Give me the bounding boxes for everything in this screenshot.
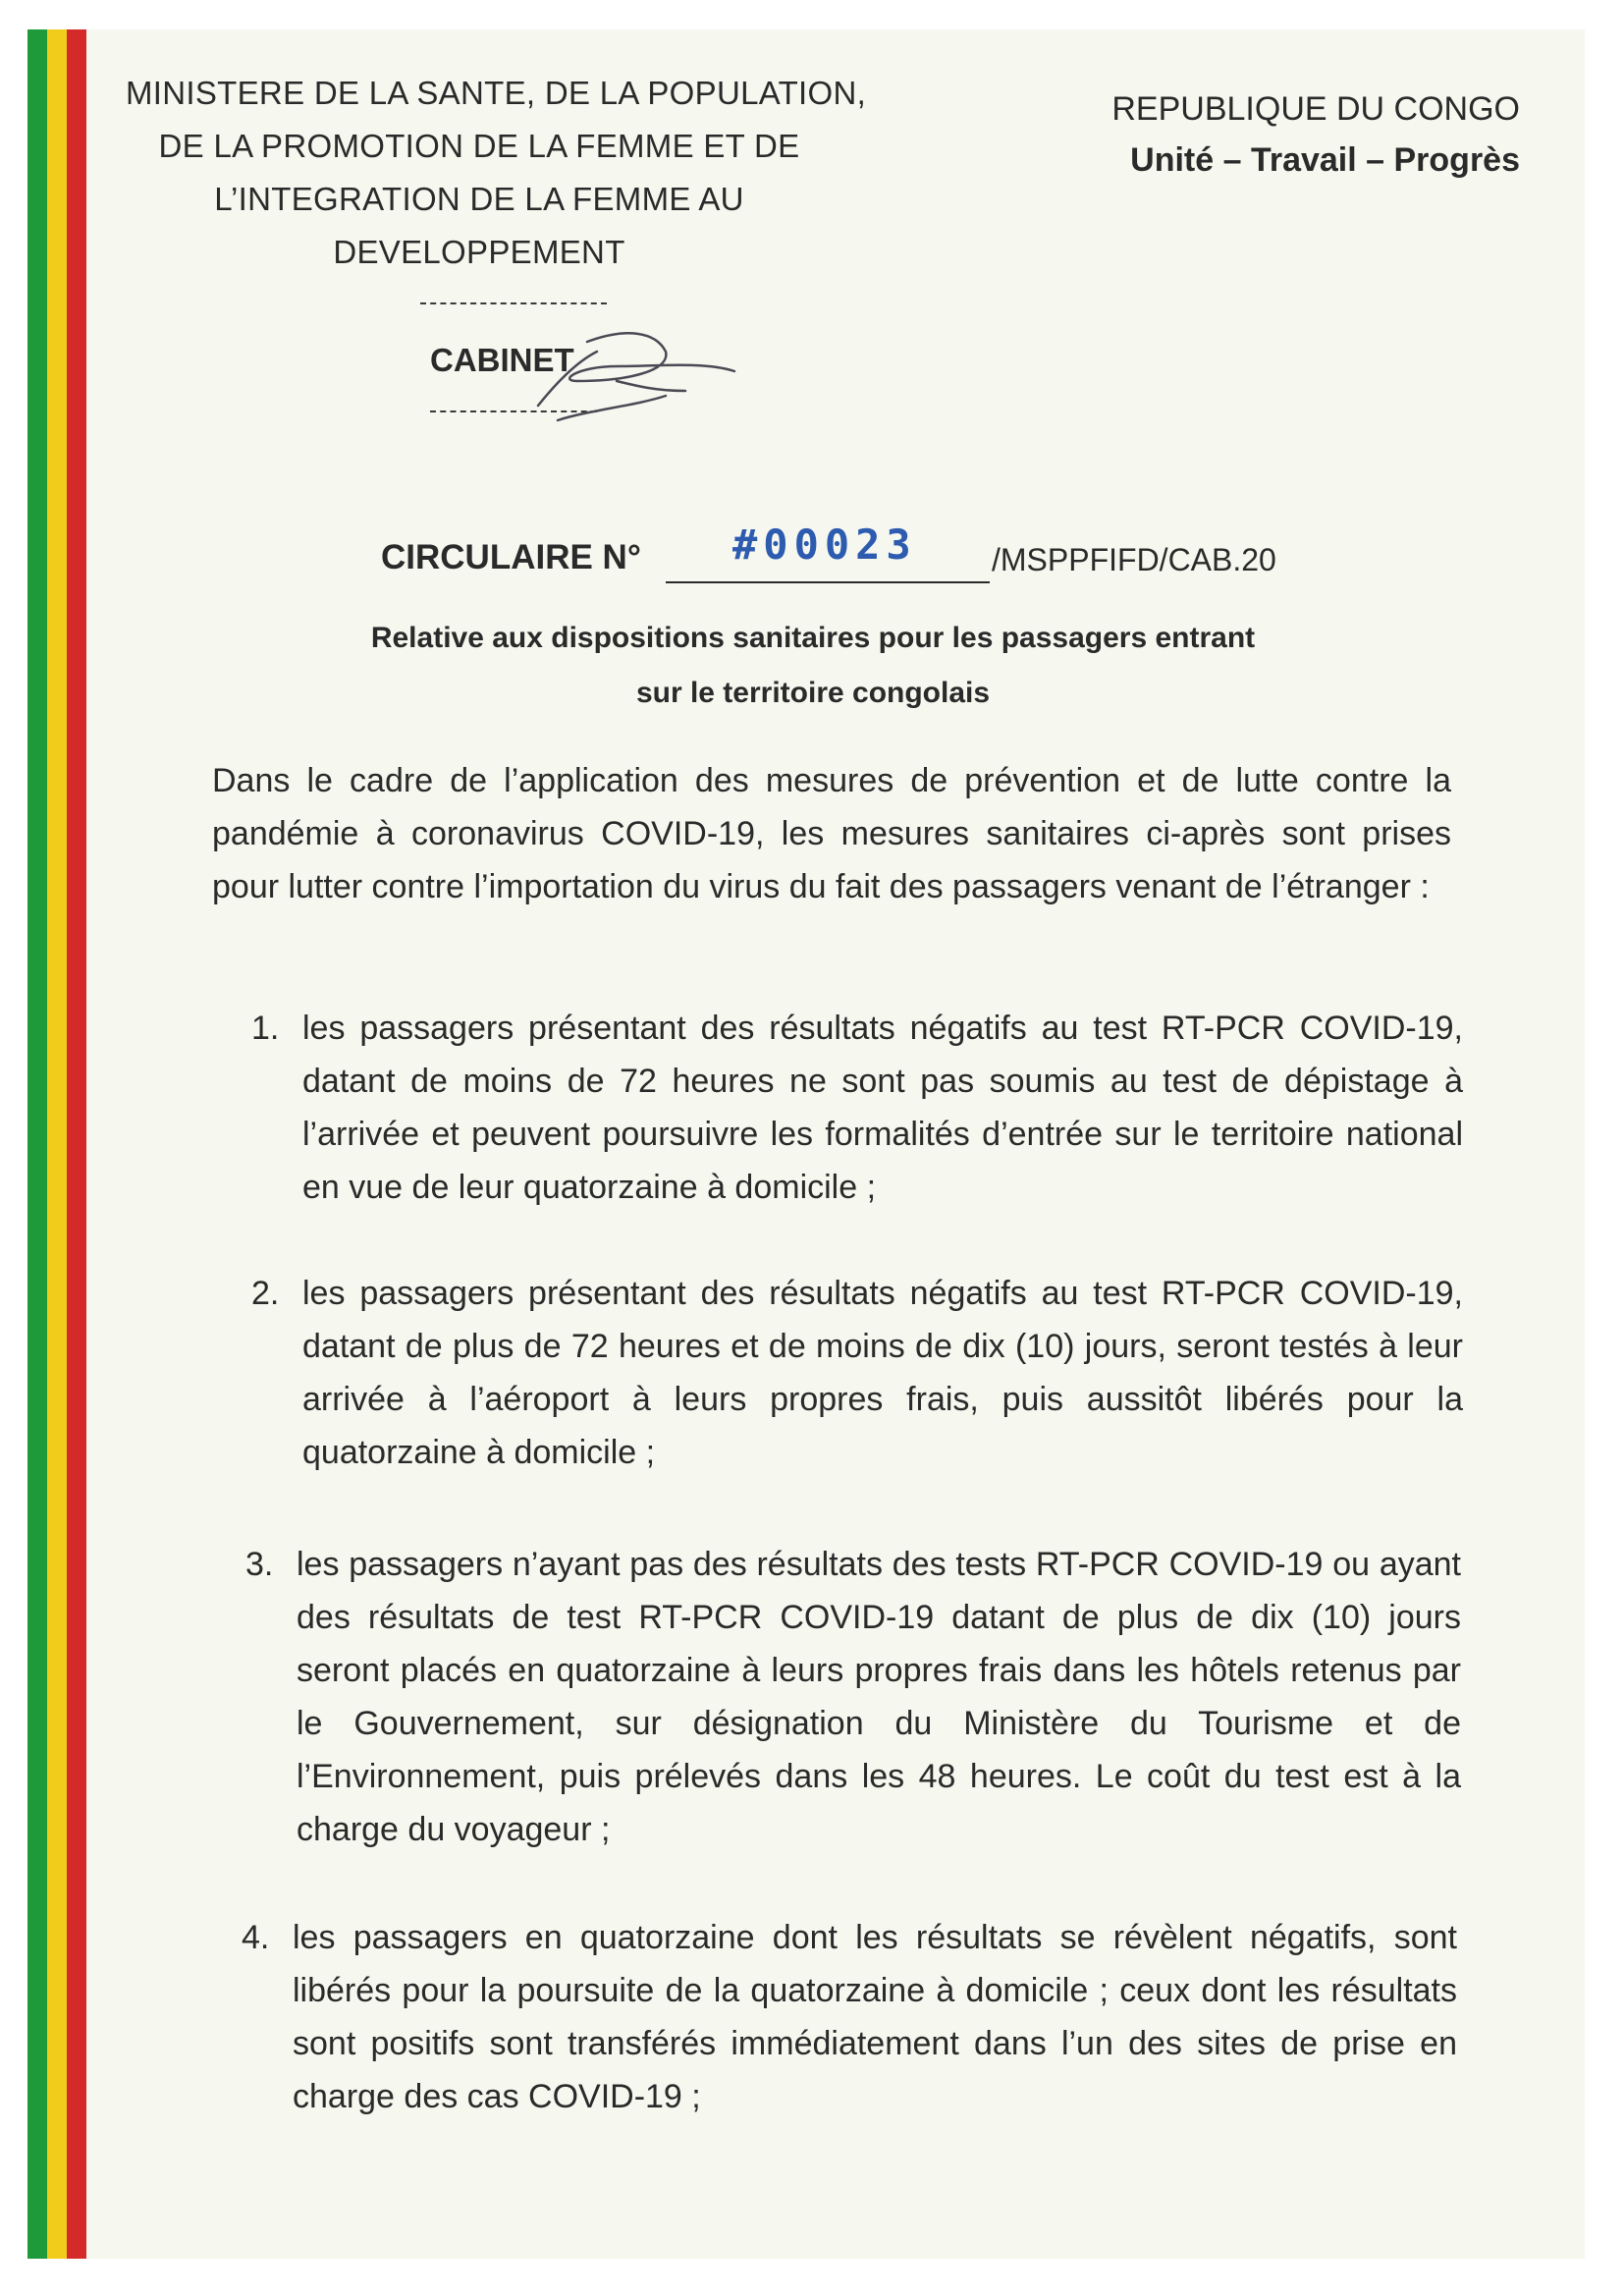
- circular-number-stamp: #00023: [732, 520, 917, 569]
- list-item-text: les passagers présentant des résultats négatifs au test RT-PCR COVID-19, datant de plus de 72 heures et de moins de dix (10) jours, seront testés à leur arrivée à l’aéroport à leurs propres frais, puis aussitôt libérés pour la quatorzaine à domicile ;: [302, 1275, 1463, 1471]
- list-item: [245, 1538, 1463, 1872]
- intro-paragraph: Dans le cadre de l’application des mesures de prévention et de lutte contre la pandémie à coronavirus COVID-19, les mesures sanitaires ci-après sont prises pour lutter contre l’importation du virus du fait des passagers venant de l’étranger :: [212, 762, 1451, 905]
- ministry-line: DEVELOPPEMENT: [333, 234, 625, 270]
- circular-suffix: /MSPPFIFD/CAB.20: [992, 542, 1276, 577]
- ministry-header: [126, 67, 867, 279]
- cabinet-label: CABINET: [430, 342, 574, 378]
- document-page: [27, 29, 1585, 2259]
- circular-number-line: [666, 581, 990, 583]
- list-item-text: les passagers n’ayant pas des résultats des tests RT-PCR COVID-19 ou ayant des résultats de test RT-PCR COVID-19 datant de plus de dix (10) jours seront placés en quatorzaine à leurs propres frais dans les hôtels retenus par le Gouvernement, sur désignation du Ministère du Tourisme et de l’Environnement, puis prélevés dans les 48 heures. Le coût du test est à la charge du voyageur ;: [297, 1546, 1461, 1848]
- list-item-text: les passagers en quatorzaine dont les résultats se révèlent négatifs, sont libérés pour la poursuite de la quatorzaine à domicile ; ceux dont les résultats sont positifs sont transférés immédiatement dans l’un des sites de prise en charge des cas COVID-19 ;: [293, 1919, 1457, 2115]
- ministry-line: DE LA PROMOTION DE LA FEMME ET DE: [158, 128, 800, 164]
- list-item: [242, 1911, 1459, 2137]
- flag-stripe-red: [67, 29, 86, 2259]
- separator-dashes: [420, 302, 607, 304]
- list-item-text: les passagers présentant des résultats négatifs au test RT-PCR COVID-19, datant de moins de 72 heures ne sont pas soumis au test de dépistage à l’arrivée et peuvent poursuivre les formalités d’entrée sur le territoire national en vue de leur quatorzaine à domicile ;: [302, 1010, 1463, 1206]
- circular-reference: [381, 520, 1363, 589]
- ministry-line: L’INTEGRATION DE LA FEMME AU: [214, 181, 744, 217]
- list-item: [251, 1267, 1469, 1493]
- list-item-number: 2.: [251, 1275, 280, 1312]
- list-item-number: 1.: [251, 1010, 280, 1047]
- list-item-number: 3.: [245, 1546, 274, 1583]
- flag-stripe-green: [27, 29, 47, 2259]
- circular-subject: [224, 611, 1402, 721]
- flag-stripe-yellow: [47, 29, 67, 2259]
- list-item: [251, 1002, 1469, 1228]
- republic-header: [1009, 83, 1559, 186]
- republic-motto: Unité – Travail – Progrès: [1130, 141, 1520, 179]
- circular-label: CIRCULAIRE N°: [381, 538, 641, 576]
- republic-name: REPUBLIQUE DU CONGO: [1111, 90, 1520, 128]
- ministry-line: MINISTERE DE LA SANTE, DE LA POPULATION,: [126, 75, 867, 111]
- subject-line: Relative aux dispositions sanitaires pour les passagers entrant: [370, 622, 1256, 654]
- signature-mark: [518, 322, 754, 440]
- subject-line: sur le territoire congolais: [635, 677, 991, 709]
- list-item-number: 4.: [242, 1919, 270, 1956]
